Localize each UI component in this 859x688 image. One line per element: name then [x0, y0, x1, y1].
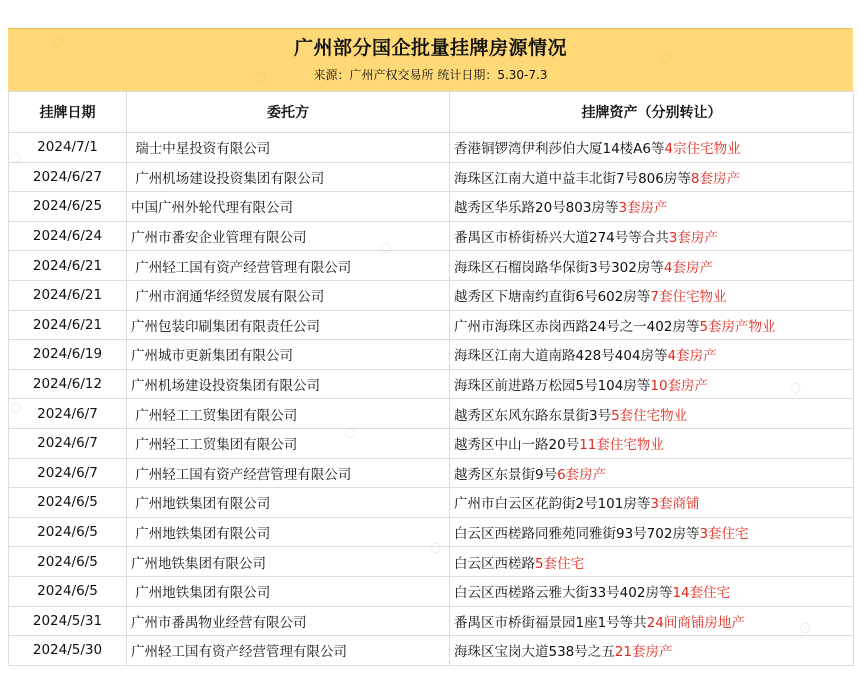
asset-count-highlight: 14套住宅	[672, 585, 731, 602]
asset-description: 白云区西槎路同雅苑同雅街93号702房等	[454, 526, 700, 543]
table-row	[9, 547, 854, 577]
row-asset	[450, 192, 854, 222]
row-date: 2024/6/5	[9, 488, 127, 518]
row-asset	[450, 133, 854, 163]
row-date: 2024/6/5	[9, 547, 127, 577]
asset-count-highlight: 3套商铺	[650, 496, 700, 513]
asset-description: 越秀区东景街9号	[454, 466, 558, 483]
asset-description: 番禺区市桥街桥兴大道274号等合共	[454, 230, 669, 247]
row-asset	[450, 606, 854, 636]
row-date: 2024/5/31	[9, 606, 127, 636]
row-asset	[450, 576, 854, 606]
row-asset	[450, 340, 854, 370]
row-date: 2024/6/12	[9, 369, 127, 399]
table-row	[9, 428, 854, 458]
row-client: 广州轻工国有资产经营管理有限公司	[127, 458, 450, 488]
asset-description: 越秀区华乐路20号803房等	[454, 200, 619, 217]
row-client: 广州包装印刷集团有限责任公司	[127, 310, 450, 340]
row-date: 2024/6/5	[9, 517, 127, 547]
row-asset	[450, 221, 854, 251]
asset-count-highlight: 4套房产	[663, 259, 713, 276]
table-row	[9, 636, 854, 666]
report-table-container	[8, 28, 853, 666]
asset-description: 广州市海珠区赤岗西路24号之一402房等	[454, 318, 700, 335]
row-date: 2024/6/27	[9, 162, 127, 192]
row-asset	[450, 162, 854, 192]
row-client: 广州市番禺物业经营有限公司	[127, 606, 450, 636]
table-row	[9, 576, 854, 606]
row-client: 广州机场建设投资集团有限公司	[127, 369, 450, 399]
row-asset	[450, 547, 854, 577]
row-asset	[450, 488, 854, 518]
row-asset	[450, 636, 854, 666]
table-row	[9, 192, 854, 222]
row-date: 2024/6/21	[9, 310, 127, 340]
row-client: 广州轻工工贸集团有限公司	[127, 428, 450, 458]
row-asset	[450, 310, 854, 340]
row-date: 2024/6/5	[9, 576, 127, 606]
watermark-logo: 〇	[343, 425, 358, 442]
row-client: 瑞士中星投资有限公司	[127, 133, 450, 163]
row-asset	[450, 251, 854, 281]
table-row	[9, 221, 854, 251]
asset-count-highlight: 21套房产	[614, 644, 673, 661]
asset-description: 白云区西槎路	[454, 555, 535, 572]
asset-count-highlight: 7套住宅物业	[650, 289, 727, 306]
asset-description: 香港铜锣湾伊利莎伯大厦14楼A6等	[454, 141, 665, 158]
table-row	[9, 133, 854, 163]
asset-description: 越秀区东风东路东景街3号	[454, 407, 612, 424]
watermark-logo: 〇	[8, 400, 23, 417]
watermark-logo: 〇	[798, 620, 813, 637]
asset-count-highlight: 5套住宅物业	[611, 407, 688, 424]
table-row	[9, 606, 854, 636]
row-client: 广州地铁集团有限公司	[127, 517, 450, 547]
watermark-logo: 〇	[378, 240, 393, 257]
table-row	[9, 517, 854, 547]
row-date: 2024/6/21	[9, 251, 127, 281]
table-row	[9, 251, 854, 281]
header-row	[9, 92, 854, 133]
title-band	[8, 28, 853, 91]
row-asset	[450, 399, 854, 429]
row-client: 广州地铁集团有限公司	[127, 547, 450, 577]
watermark-logo: 〇	[8, 150, 23, 167]
asset-count-highlight: 3套住宅	[699, 526, 749, 543]
asset-count-highlight: 24间商铺房地产	[646, 614, 745, 631]
row-date: 2024/7/1	[9, 133, 127, 163]
row-client: 广州地铁集团有限公司	[127, 488, 450, 518]
table-row	[9, 310, 854, 340]
column-header-client: 委托方	[127, 92, 450, 133]
asset-count-highlight: 6套房产	[557, 466, 607, 483]
watermark-logo: 〇	[788, 380, 803, 397]
table-row	[9, 280, 854, 310]
asset-count-highlight: 4套房产	[667, 348, 717, 365]
asset-description: 海珠区石榴岗路华保街3号302房等	[454, 259, 664, 276]
row-client: 中国广州外轮代理有限公司	[127, 192, 450, 222]
asset-count-highlight: 11套住宅物业	[579, 437, 664, 454]
page-title: 广州部分国企批量挂牌房源情况	[293, 37, 567, 59]
table-row	[9, 369, 854, 399]
listings-table	[8, 91, 854, 666]
column-header-date: 挂牌日期	[9, 92, 127, 133]
row-date: 2024/6/19	[9, 340, 127, 370]
table-row	[9, 340, 854, 370]
table-row	[9, 458, 854, 488]
asset-description: 越秀区中山一路20号	[454, 437, 580, 454]
row-date: 2024/6/25	[9, 192, 127, 222]
asset-description: 海珠区江南大道南路428号404房等	[454, 348, 668, 365]
asset-count-highlight: 3套房产	[668, 230, 718, 247]
asset-description: 海珠区宝岗大道538号之五	[454, 644, 615, 661]
asset-count-highlight: 5套住宅	[535, 555, 585, 572]
asset-description: 番禺区市桥街福景园1座1号等共	[454, 614, 647, 631]
row-client: 广州市润通华经贸发展有限公司	[127, 280, 450, 310]
row-client: 广州地铁集团有限公司	[127, 576, 450, 606]
row-date: 2024/6/7	[9, 399, 127, 429]
asset-count-highlight: 5套房产物业	[699, 318, 776, 335]
asset-description: 海珠区江南大道中益丰北街7号806房等	[454, 170, 691, 187]
row-asset	[450, 428, 854, 458]
asset-count-highlight: 4宗住宅物业	[664, 141, 741, 158]
table-row	[9, 399, 854, 429]
row-client: 广州轻工国有资产经营管理有限公司	[127, 251, 450, 281]
column-header-asset: 挂牌资产（分别转让）	[450, 92, 854, 133]
row-client: 广州轻工工贸集团有限公司	[127, 399, 450, 429]
table-row	[9, 488, 854, 518]
row-date: 2024/6/24	[9, 221, 127, 251]
row-client: 广州机场建设投资集团有限公司	[127, 162, 450, 192]
watermark-logo: 〇	[428, 540, 443, 557]
row-date: 2024/6/7	[9, 428, 127, 458]
asset-description: 海珠区前进路万松园5号104房等	[454, 378, 651, 395]
asset-description: 越秀区下塘南约直街6号602房等	[454, 289, 651, 306]
source-subtitle: 来源：广州产权交易所 统计日期：5.30-7.3	[313, 68, 548, 82]
table-row	[9, 162, 854, 192]
row-asset	[450, 517, 854, 547]
asset-description: 白云区西槎路云雅大街33号402房等	[454, 585, 673, 602]
table-body	[9, 133, 854, 666]
row-date: 2024/5/30	[9, 636, 127, 666]
row-asset	[450, 369, 854, 399]
asset-count-highlight: 8套房产	[690, 170, 740, 187]
row-asset	[450, 458, 854, 488]
row-client: 广州轻工国有资产经营管理有限公司	[127, 636, 450, 666]
row-date: 2024/6/21	[9, 280, 127, 310]
row-asset	[450, 280, 854, 310]
row-date: 2024/6/7	[9, 458, 127, 488]
asset-description: 广州市白云区花韵街2号101房等	[454, 496, 651, 513]
asset-count-highlight: 10套房产	[650, 378, 709, 395]
row-client: 广州市番安企业管理有限公司	[127, 221, 450, 251]
asset-count-highlight: 3套房产	[618, 200, 668, 217]
row-client: 广州城市更新集团有限公司	[127, 340, 450, 370]
